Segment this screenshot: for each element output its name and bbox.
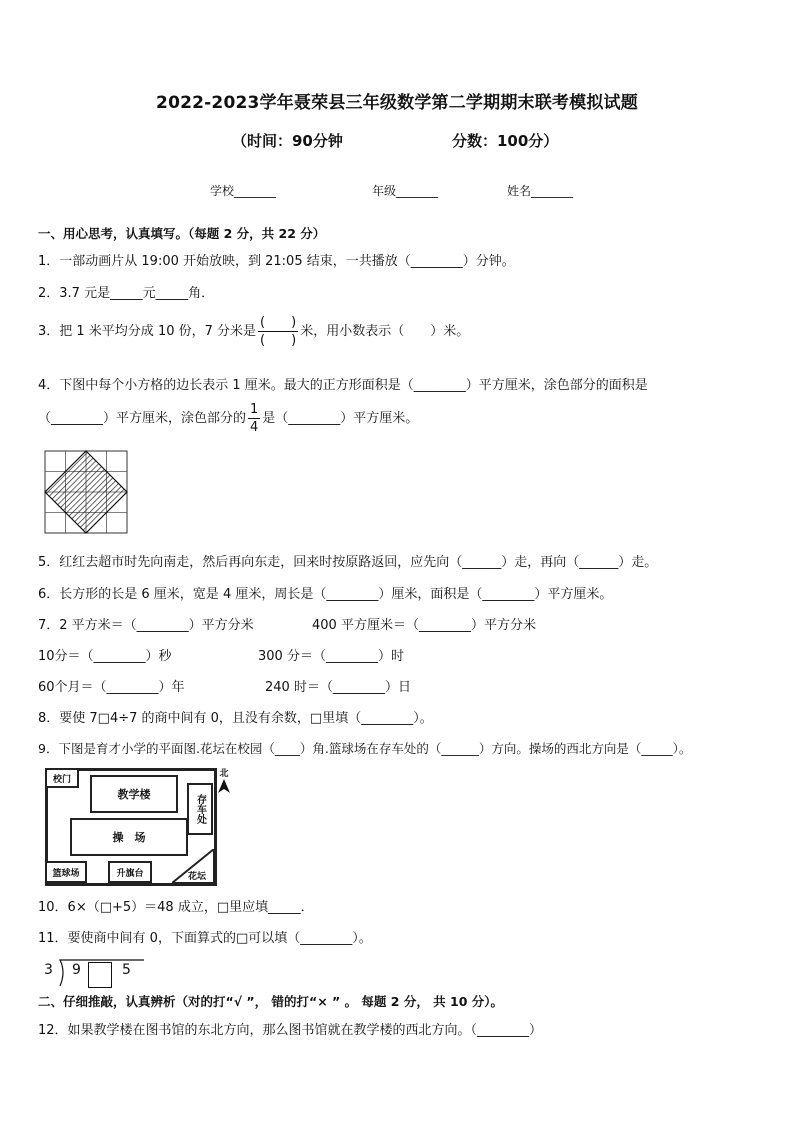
question-4-numerator: 1 — [250, 402, 259, 417]
question-4-post: 是（________）平方厘米。 — [262, 411, 419, 426]
map-garden: 花坛 — [188, 872, 207, 882]
question-3 — [38, 314, 469, 349]
exam-score: 分数：100分） — [452, 132, 559, 150]
map-gate: 校门 — [45, 768, 79, 788]
question-12: 12．如果教学楼在图书馆的东北方向，那么图书馆就在教学楼的西北方向。（________） — [38, 1023, 543, 1038]
question-4-denominator: 4 — [250, 420, 259, 435]
question-7-f: 240 时＝（________）日 — [265, 680, 411, 695]
question-4-fraction — [248, 401, 260, 436]
page-title: 2022-2023学年聂荣县三年级数学第二学期期末联考模拟试题 — [156, 93, 638, 113]
map-playground: 操 场 — [70, 818, 188, 856]
north-label: 北 — [219, 769, 229, 779]
school-field: 学校_______ — [210, 184, 277, 198]
question-4-line-2 — [38, 401, 418, 436]
section-1-heading: 一、用心思考，认真填写。（每题 2 分，共 22 分） — [38, 226, 326, 241]
question-4-line-1: 4．下图中每个小方格的边长表示 1 厘米。最大的正方形面积是（________）平方厘米，涂色部分的面积是 — [38, 378, 648, 393]
grade-field: 年级_______ — [372, 184, 439, 198]
question-2: 2．3.7 元是_____元_____角． — [38, 286, 215, 301]
divisor: 3 — [44, 962, 53, 978]
question-7-d: 300 分＝（________）时 — [258, 649, 404, 664]
question-7-e: 60个月＝（________）年 — [38, 680, 185, 695]
map-bike-shed: 存车处 — [187, 783, 213, 835]
school-map — [45, 768, 217, 886]
question-8: 8．要使 7□4÷7 的商中间有 0，且没有余数，□里填（________）。 — [38, 711, 433, 726]
map-teaching-building: 教学楼 — [90, 775, 178, 813]
name-field: 姓名_______ — [507, 184, 574, 198]
question-5: 5．红红去超市时先向南走，然后再向东走，回来时按原路返回，应先向（______）走，再向（______）走。 — [38, 555, 658, 570]
exam-time: （时间：90分钟 — [232, 132, 343, 150]
question-11: 11．要使商中间有 0，下面算式的□可以填（________）。 — [38, 931, 372, 946]
map-basketball-court: 篮球场 — [45, 861, 87, 883]
question-3-numerator: ( ) — [260, 315, 297, 330]
question-1: 1．一部动画片从 19:00 开始放映，到 21:05 结束，一共播放（________）分钟。 — [38, 254, 515, 269]
question-3-pre: 3．把 1 米平均分成 10 份，7 分米是 — [38, 324, 257, 339]
question-4-pre: （________）平方厘米，涂色部分的 — [38, 411, 247, 426]
question-3-fraction — [258, 314, 298, 349]
north-arrow-icon — [218, 779, 230, 795]
question-3-denominator: ( ) — [260, 333, 297, 348]
question-7-c: 10分＝（________）秒 — [38, 649, 172, 664]
section-2-heading: 二、仔细推敲，认真辨析（对的打“√ ”， 错的打“× ” 。 每题 2 分， 共 10 分）。 — [38, 994, 504, 1009]
north-arrow — [216, 766, 232, 799]
dividend-digit-3: 5 — [122, 962, 131, 978]
question-6: 6．长方形的长是 6 厘米，宽是 4 厘米，周长是（________）厘米，面积是（________）平方厘米。 — [38, 587, 613, 602]
question-10: 10．6×（□+5）＝48 成立，□里应填_____． — [38, 900, 314, 915]
map-flag-platform: 升旗台 — [108, 861, 152, 883]
question-7-b: 400 平方厘米＝（________）平方分米 — [312, 618, 536, 633]
question-7-a: 7．2 平方米＝（________）平方分米 — [38, 618, 254, 633]
question-3-post: 米，用小数表示（ ）米。 — [300, 324, 470, 339]
grid-square-figure — [44, 450, 128, 534]
question-9: 9．下图是育才小学的平面图.花坛在校园（____）角.篮球场在存车处的（______）方向。操场的西北方向是（_____）。 — [38, 741, 692, 756]
dividend-blank-box — [88, 962, 112, 988]
dividend-digit-1: 9 — [72, 962, 81, 978]
long-division — [40, 956, 150, 990]
